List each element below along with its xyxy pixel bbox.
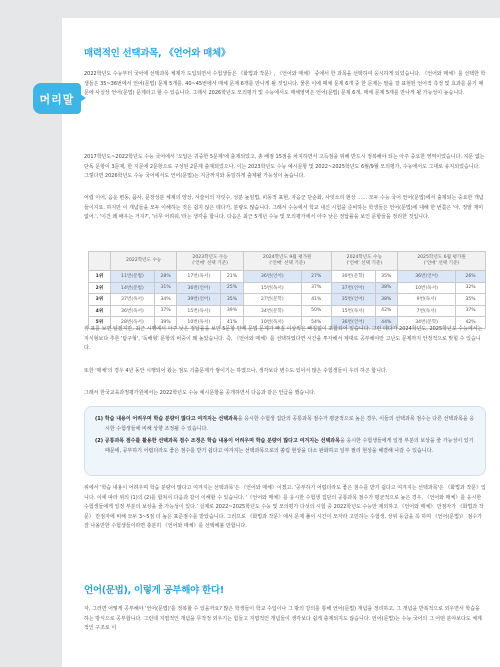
intro-paragraph-2: 2017학년도~2022학년도 수능 국어에서 '오답은 귀중한 5문제'에 출제되었고, 총 배점 15점을 차지하면서 고득점을 위해 반드시 정복해야 되는 아주 중요한 영역이었습니다. 지문 없는 단독 문항이 3문제, 한 지문에 2문항으로 구성된 2문제 출제되었으나, 이는 2023학년도 수능 예시문항 및 2022~2025학년도 6월/9월 모의평가, 수능에서도 그대로 유지되었습니다. 그렇다면 2026학년도 수능 국어에서도 언어(문법)는 지금까지와 동일하게 출제될 가능성이 높습니다.: [84, 154, 485, 180]
low-accuracy-table: [88, 251, 486, 329]
table-cell-rate: 37%: [154, 305, 177, 317]
table-cell-item: 34번(문학): [398, 317, 456, 329]
quote-item-1-rest: 을 응시한 수험생 집단의 공통과목 점수가 평균적으로 높은 경우, 이들의 선택과목 점수는 다른 선택과목을 응시한 수험생들에 비해 상향 조정될 수 있습니다.: [105, 416, 475, 432]
study-paragraph: 자, 그러면 어떻게 공부해야 '언어(문법)'를 정복할 수 있을까요? 많은 학생들이 학교 수업이나 그 밖의 강의를 통해 언어(문법) 개념을 정리하고, 그 개념을 반복적으로 외우면서 학습을 하는 방식으로 공부합니다. 그런데 지엽적인 개념을 무작정 외우기는 힘들고 지엽적인 개념들이 생각보다 쉽게 출제되지도 않습니다. 언어(문법)는 수능 국어의 그 어떤 분야보다도 체계적인 구조로 이: [84, 606, 482, 632]
table-cell-item: 10번(독서): [398, 282, 456, 294]
table-cell-rate: 41%: [301, 294, 331, 306]
table-header-rank: [89, 252, 111, 271]
table-header-exam: 2024학년도 9월 평가원 ('언매' 선택 기준): [243, 252, 331, 271]
table-cell-rank: 4위: [89, 305, 111, 317]
table-cell-rank: 1위: [89, 271, 111, 283]
table-cell-rate: 42%: [375, 305, 398, 317]
page: [62, 18, 500, 667]
table-cell-item: 39번(언어): [177, 294, 221, 306]
table-header-exam: 2025학년도 6월 평가원 ('언매' 선택 기준): [398, 252, 486, 271]
table-cell-item: 36번(언어): [177, 282, 221, 294]
table-cell-item: 15번(독서): [177, 305, 221, 317]
table-cell-item: 27번(문학): [243, 294, 301, 306]
table-cell-item: 37번(언어): [331, 282, 375, 294]
table-header-exam: 2023학년도 수능 ('언매' 선택 기준): [177, 252, 243, 271]
table-cell-item: 36번(언어): [331, 317, 375, 329]
table-cell-item: 9번(독서): [398, 294, 456, 306]
intro-paragraph-1: 2022학년도 수능부터 국어에 선택과목 체제가 도입되면서 수험생들은 《화법과 작문》, 《언어와 매체》 중에서 한 과목을 선택하여 응시하게 되었습니다. 《언어와 매체》를 선택한 학생들은 35~36번에서 언어(문법) 문제 5개를, 40~45번에서 매체 문제 6개를 만나게 될 것입니다. 물론 이에 매체 문제 6개 중 한 문제는 말을 잘 표현된 언어적 측정 및 효과를 묻기 때문에 사실상 언어(문법) 문제라고 할 수 있습니다. 그래서 2026학년도 모의평가 및 수능에서도 매체영역은 언어(문법) 문제 6개, 매체 문제 5개를 만나게 될 가능성이 높습니다.: [84, 71, 486, 97]
table-cell-item: 37번(독서): [111, 294, 155, 306]
side-tab: 머리말: [33, 83, 81, 114]
section-title-how-to-study: 언어(문법), 이렇게 공부해야 한다!: [84, 585, 224, 596]
analysis-paragraph: 위 표를 보면 알겠지만, 최근 시행에서 아주 낮은 정답률을 보인 5문항 안에 문법 문제가 빠짐 이상씩은 빠짐없이 포함되어 있습니다. 그런 데다가 2024학년도, 2025학년도 수능에서는 지식형보다 추론 '탐구형', '독해형' 문항의 비중이 꽤 높았습니다. 즉, 《언어와 매체》를 선택하였다면 시간을 투자해서 제대로 공부해야만 고난도 문제까지 안정적으로 맞힐 수 있습니다.: [84, 326, 483, 352]
interpretation-paragraph: 위에서 '학습 내용이 어려우며 학습 분량이 많다고 여겨지는 선택과목'은 《언어와 매체》이겠고, '공부하기 어렵더라도 좋은 점수를 받기 쉽다고 여겨지는 선택과목'은 《화법과 작문》입니다. 이에 따라 위의 (1)의 (2)를 합쳐서 다음과 같이 이해할 수 있습니다. '《언어와 매체》를 응시한 수험생 집단의 공통과목 점수가 평균적으로 높은 경우, 《언어와 매체》를 응시한 수험생들에게 일정 부분의 보상을 줄 가능성이 있다.' 실제로 2022~2025학년도 수능 및 모의평가 다섯의 시험 중 2022학년도 수능만 제외하고 《언어와 매체》 만점자가 《화법과 작문》 만점자에 비해 모두 3~5점 더 높은 표준점수를 받았습니다. 그러므로 《화법과 작문》에서 문제 풀이 시간이 모자라 고민하는 수험생, 상위 등급을 꼭 하며 《언어(문법)》 점수가 잘 나올만한 수험생들이라면 충분히 《언어와 매체》를 선택해볼 만합니다.: [84, 485, 486, 530]
quote-item-1-lead: (1) 학습 내용이 어려우며 학습 분량이 많다고 여겨지는 선택과목: [95, 416, 238, 422]
table-cell-item: 36번(언어): [398, 271, 456, 283]
quote-item-2: [95, 437, 475, 456]
table-row: [89, 294, 486, 306]
table-cell-rate: 44%: [375, 317, 398, 329]
table-cell-item: 28번(독서): [111, 317, 155, 329]
table-cell-rate: 41%: [221, 317, 244, 329]
table-cell-rate: 25%: [221, 282, 244, 294]
table-cell-rate: 39%: [221, 305, 244, 317]
table-row: [89, 271, 486, 283]
table-cell-rank: 5위: [89, 317, 111, 329]
media-paragraph: 또한 '매체'의 경우 4년 동안 시행되어 왔는 점도 기출문제가 쌓이기는 하였으나, 생각보다 변수도 있어서 많은 수험생들이 우리 하곤 합니다.: [84, 368, 388, 374]
table-cell-rate: 54%: [301, 317, 331, 329]
table-cell-rate: 35%: [221, 294, 244, 306]
table-cell-item: 14번(문법): [111, 282, 155, 294]
table-header-exam: 2024학년도 수능 ('언매' 선택 기준): [331, 252, 397, 271]
table-cell-rate: 42%: [456, 317, 486, 329]
table-cell-rank: 2위: [89, 282, 111, 294]
quote-item-2-lead: (2) 공통과목 점수를 활용한 선택과목 점수 조정은 학습 내용이 어려우며 학습 분량이 많다고 여겨지는 선택과목: [95, 438, 340, 445]
table-cell-rate: 35%: [456, 294, 486, 306]
table-cell-rate: 35%: [375, 271, 398, 283]
table-cell-item: 35번(언어): [331, 294, 375, 306]
table-cell-rate: 39%: [154, 317, 177, 329]
quote-item-2-rest: 을 응시한 수험생들에게 일정 부분의 보상을 줄 가능성이 있기 때문에, 공부하기 어렵더라도 좋은 점수를 받기 쉽다고 여겨지는 선택과목으로의 쏠림 현상을 다소 완화하고 일부 필리 현상을 해결해 나갈 수 있습니다.: [105, 438, 474, 454]
table-header-exam: 2022학년도 수능: [111, 252, 177, 271]
table-cell-item: 15번(독서): [331, 305, 375, 317]
table-cell-rate: 28%: [154, 271, 177, 283]
table-cell-rate: 31%: [154, 282, 177, 294]
table-cell-item: 34번(문학): [243, 305, 301, 317]
table-row: [89, 282, 486, 294]
intro-paragraph-3: 어렵 이어, 음운 변동, 품사, 문장성분 체계의 양상, 서술어의 자릿수, 성분 높임법, 피동적 표현, 자음군 단순화, 사잇소리 현상 …… 모두 수능 국어 언어(문법)에서 출제되는 중요한 개념들이지요. 하지만 이 개념들을 모두 이해하는 것은 쉽지 않은 데다가, 분량도 많습니다. 그래서 수능에서 학교 내신 시험을 준비하는 학생들은 언어(문법)에 대해 한 번쯤은 '아, 정말 재미없어.', '이건 왜 배우는 거지?', '너무 어려워.'라는 생각을 합니다. 다음은 최근 5개년 수능 및 모의평가에서 아주 낮은 정답률을 보인 문항들을 정리한 것입니다.: [84, 195, 484, 221]
table-cell-rate: 32%: [456, 282, 486, 294]
table-cell-item: 36번(독서): [111, 305, 155, 317]
quote-item-1: [95, 415, 475, 434]
table-cell-rank: 3위: [89, 294, 111, 306]
table-cell-item: 10번(독서): [243, 317, 301, 329]
kice-intro-paragraph: 그래서 한국교육과정평가원에서는 2022학년도 수능 예시문항을 공개하면서 다음과 같은 언급을 했습니다.: [84, 390, 316, 396]
table-cell-rate: 38%: [375, 282, 398, 294]
table-row: [89, 305, 486, 317]
table-cell-rate: 34%: [154, 294, 177, 306]
table-cell-item: 11번(문법): [111, 271, 155, 283]
table-cell-rate: 26%: [456, 271, 486, 283]
table-cell-item: 17번(독서): [177, 271, 221, 283]
table-cell-rate: 38%: [375, 294, 398, 306]
table-cell-rate: 37%: [301, 282, 331, 294]
table-cell-rate: 37%: [456, 305, 486, 317]
table-cell-item: 7번(독서): [398, 305, 456, 317]
section-title-appealing-subject: 매력적인 선택과목, 《언어와 매체》: [84, 48, 231, 59]
table-cell-item: 36번(언어): [243, 271, 301, 283]
table-cell-rate: 21%: [221, 271, 244, 283]
table-cell-rate: 50%: [301, 305, 331, 317]
table-cell-item: 30번(문학): [331, 271, 375, 283]
table-cell-item: 15번(독서): [243, 282, 301, 294]
table-cell-item: 10번(독서): [177, 317, 221, 329]
kice-quote-box: [84, 406, 486, 476]
table-cell-rate: 27%: [301, 271, 331, 283]
